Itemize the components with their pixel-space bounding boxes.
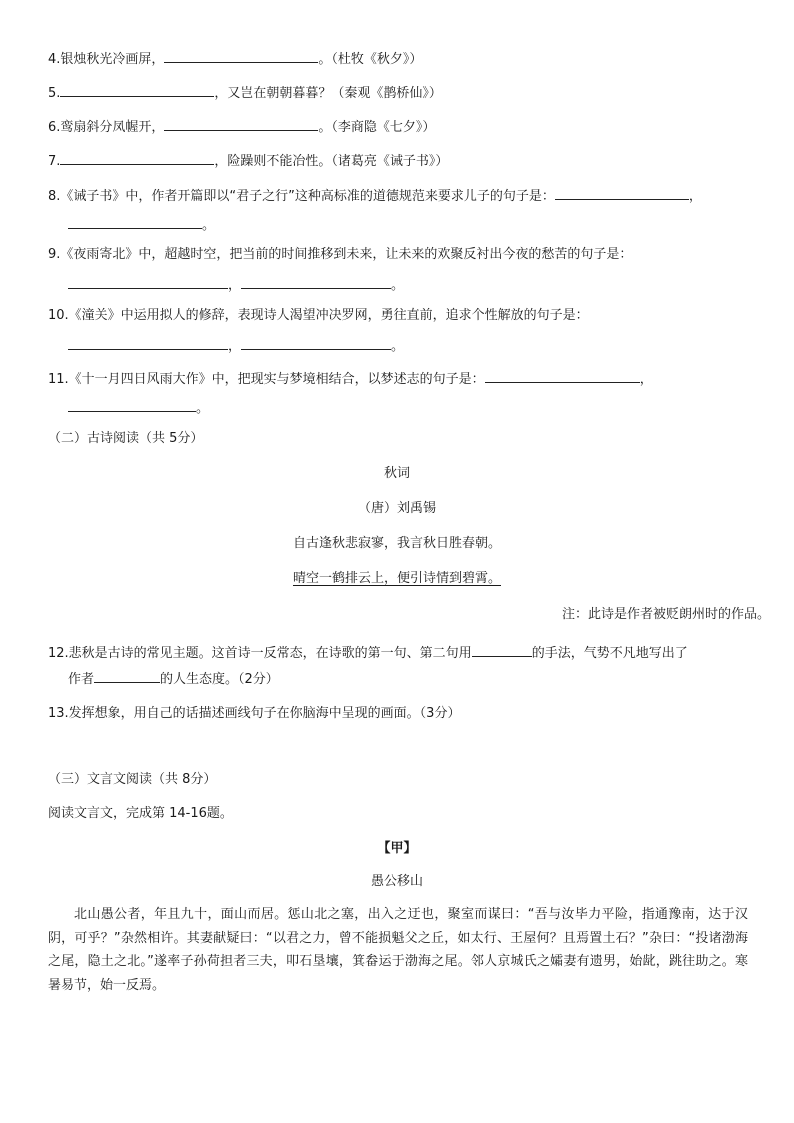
poem-line-2-underlined [0, 570, 794, 588]
poem-author: （唐）刘禹锡 [357, 501, 436, 516]
answer-blank[interactable] [68, 397, 196, 412]
question-7 [48, 150, 448, 171]
passage-title: 愚公移山 [370, 874, 423, 889]
question-8-line2 [68, 214, 215, 235]
passage-marker: 【甲】 [377, 841, 417, 856]
poem-line-1: 自古逢秋悲寂寥，我言秋日胜春朝。 [292, 536, 501, 551]
answer-blank[interactable] [485, 368, 640, 383]
answer-blank[interactable] [472, 642, 532, 657]
question-6-suffix: 。（李商隐《七夕》） [318, 120, 436, 135]
question-5-prefix: 5. [48, 86, 61, 101]
question-13: 13.发挥想象，用自己的话描述画线句子在你脑海中呈现的画面。（3分） [48, 706, 461, 721]
separator: ， [228, 339, 242, 354]
separator: ， [639, 372, 653, 387]
terminator: 。 [391, 278, 405, 293]
question-6-prefix: 6.鸾扇斜分凤幄开， [48, 120, 165, 135]
question-9 [48, 246, 632, 264]
answer-blank[interactable] [241, 274, 391, 289]
answer-blank[interactable] [241, 335, 391, 350]
poem-title: 秋词 [383, 466, 410, 481]
question-6 [48, 116, 435, 137]
terminator: 。 [196, 401, 210, 416]
question-4 [48, 48, 422, 69]
terminator: 。 [391, 339, 405, 354]
question-12-line2 [68, 668, 279, 689]
answer-blank[interactable] [60, 82, 214, 97]
question-4-suffix: 。（杜牧《秋夕》） [318, 52, 423, 67]
question-12-part1: 12.悲秋是古诗的常见主题。这首诗一反常态，在诗歌的第一句、第二句用 [48, 646, 472, 661]
question-8-text: 8.《诫子书》中，作者开篇即以“君子之行”这种高标准的道德规范来要求儿子的句子是： [48, 189, 555, 204]
question-5-suffix: ，又岂在朝朝暮暮？（秦观《鹊桥仙》） [214, 86, 442, 101]
question-7-prefix: 7. [48, 154, 61, 169]
answer-blank[interactable] [68, 274, 228, 289]
question-7-suffix: ，险躁则不能冶性。（诸葛亮《诫子书》） [214, 154, 449, 169]
question-12-part3: 作者 [68, 672, 95, 687]
answer-blank[interactable] [60, 150, 214, 165]
question-10-text: 10.《潼关》中运用拟人的修辞，表现诗人渴望冲决罗网，勇往直前，追求个性解放的句子是： [48, 308, 589, 323]
section-title-classical: （三）文言文阅读（共 8分） [48, 772, 217, 787]
question-11-line2 [68, 397, 209, 418]
question-4-prefix: 4.银烛秋光冷画屏， [48, 52, 165, 67]
question-10-line2 [68, 335, 404, 356]
answer-blank[interactable] [94, 668, 160, 683]
question-9-line2 [68, 274, 404, 295]
section-title-poetry: （二）古诗阅读（共 5分） [48, 431, 204, 446]
question-10 [48, 307, 589, 325]
section-intro: 阅读文言文，完成第 14-16题。 [48, 806, 233, 821]
answer-blank[interactable] [164, 116, 318, 131]
question-12-part4: 的人生态度。（2分） [160, 672, 279, 687]
question-5 [48, 82, 442, 103]
passage-body: 北山愚公者，年且九十，面山而居。惩山北之塞，出入之迂也，聚室而谋曰：“吾与汝毕力平险，指通豫南，达于汉阴，可乎？”杂然相许。其妻献疑曰：“以君之力，曾不能损魁父之丘，如太行、王屋何？且焉置土石？”杂曰：“投诸渤海之尾，隐土之北。”遂率子孙荷担者三夫，叩石垦壤，箕畚运于渤海之尾。邻人京城氏之孀妻有遗男，始龀，跳往助之。寒暑易节，始一反焉。 [48, 907, 748, 993]
terminator: 。 [202, 218, 216, 233]
question-12-part2: 的手法，气势不凡地写出了 [531, 646, 688, 661]
separator: ， [228, 278, 242, 293]
poem-line-2: 晴空一鹤排云上，便引诗情到碧霄。 [292, 571, 501, 586]
question-12 [48, 642, 688, 663]
question-8 [48, 185, 702, 206]
answer-blank[interactable] [164, 48, 318, 63]
question-9-text: 9.《夜雨寄北》中，超越时空，把当前的时间推移到未来，让未来的欢聚反衬出今夜的愁苦的句子是： [48, 247, 633, 262]
answer-blank[interactable] [555, 185, 689, 200]
answer-blank[interactable] [68, 214, 202, 229]
question-11 [48, 368, 653, 389]
poem-note: 注：此诗是作者被贬朗州时的作品。 [561, 607, 770, 622]
answer-blank[interactable] [68, 335, 228, 350]
separator: ， [688, 189, 702, 204]
question-11-text: 11.《十一月四日风雨大作》中，把现实与梦境相结合，以梦述志的句子是： [48, 372, 485, 387]
